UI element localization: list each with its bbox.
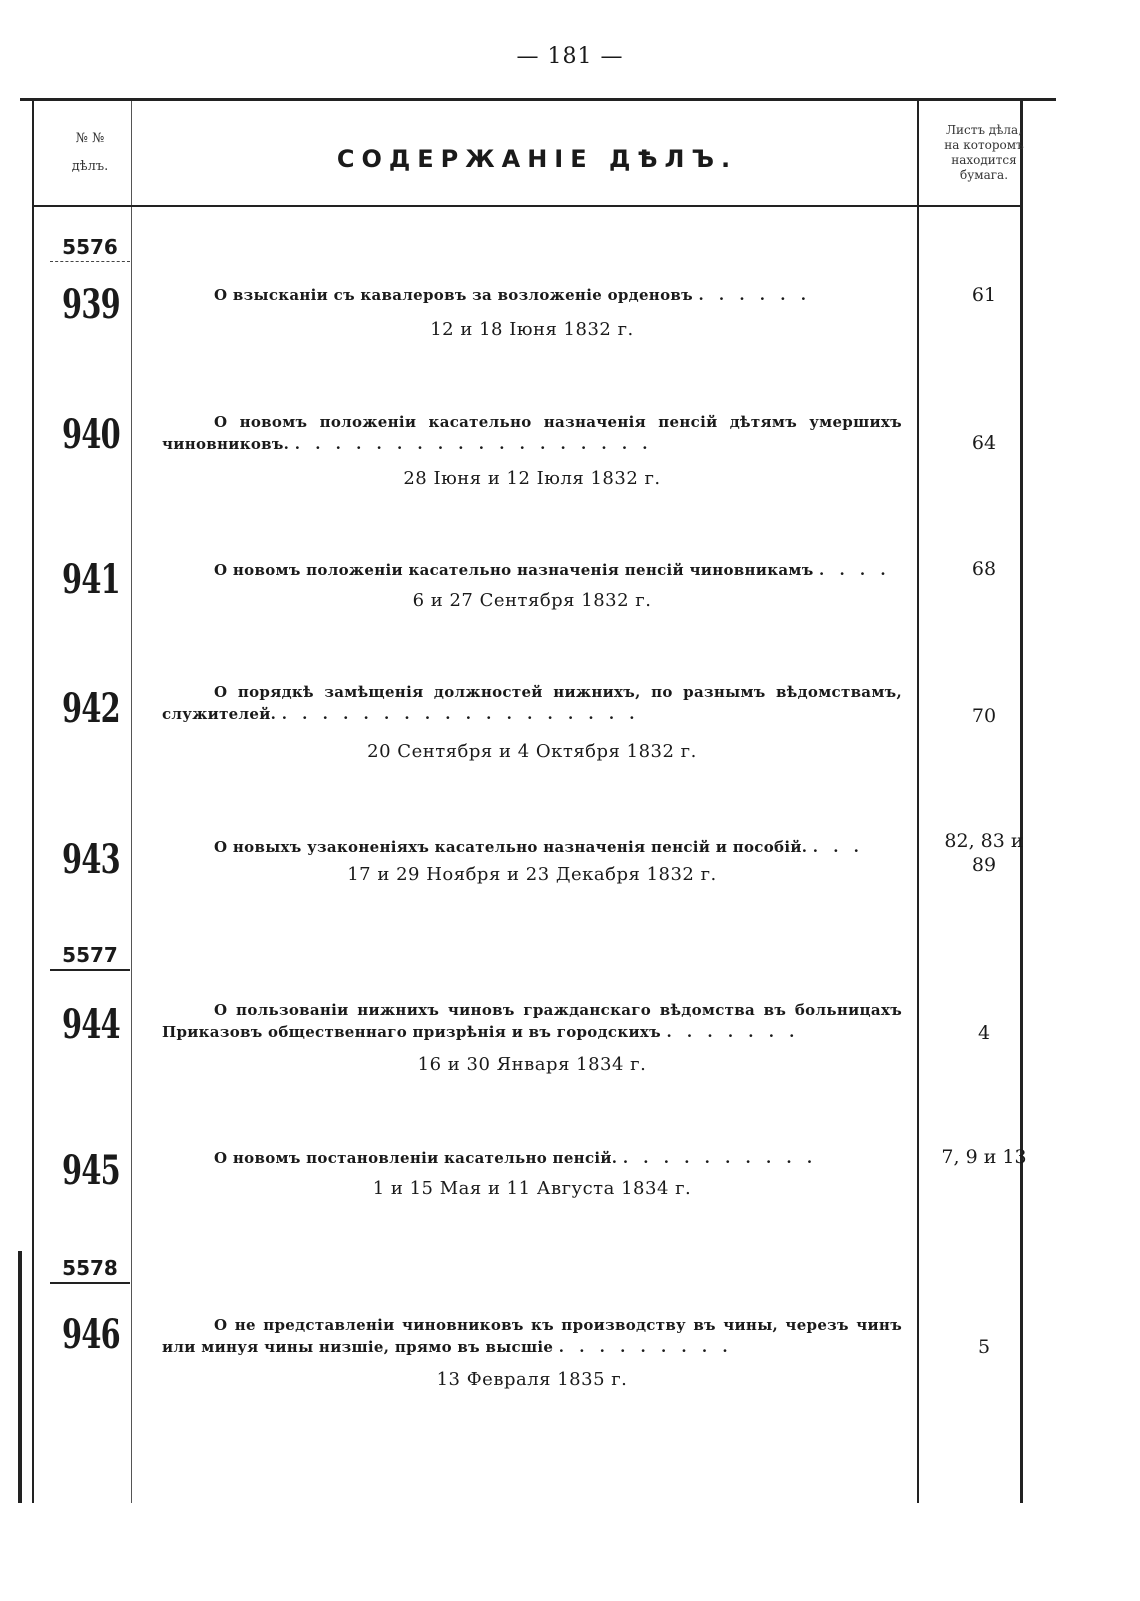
case-number: 946 — [62, 1311, 120, 1358]
header-title: СОДЕРЖАНІЕ ДѢЛЪ. — [336, 145, 738, 173]
case-text: О новомъ постановленіи касательно пенсій. — [214, 1149, 618, 1167]
leader-dots: . . . . . . — [698, 286, 811, 304]
case-description — [162, 284, 902, 306]
leader-dots: . . . . . . . . . . . . . . . . . . — [281, 705, 640, 723]
header-sheet-line: на которомъ — [944, 138, 1024, 152]
case-text: О не представленіи чиновниковъ къ производству въ чины, черезъ чинъ или минуя чины низшіе, прямо въ высшіе — [162, 1316, 902, 1356]
case-number: 944 — [62, 1001, 120, 1048]
left-rule-thin — [32, 101, 34, 1503]
case-sheet: 61 — [971, 284, 997, 306]
case-sheet: 64 — [971, 432, 997, 454]
file-box-number: 5578 — [50, 1256, 130, 1284]
case-description — [162, 559, 902, 581]
case-text: О порядкѣ замѣщенія должностей нижнихъ, по разнымъ вѣдомствамъ, служителей. — [162, 683, 902, 723]
header-number-column — [34, 125, 146, 181]
case-sheet: 68 — [971, 558, 997, 580]
leader-dots: . . . . — [819, 561, 891, 579]
page-number: — 181 — — [516, 44, 624, 69]
case-number: 942 — [62, 685, 120, 732]
header-sheet-line: бумага. — [959, 168, 1009, 182]
case-text: О новомъ положеніи касательно назначенія пенсій чиновникамъ — [214, 561, 814, 579]
case-sheet: 7, 9 и 13 — [941, 1146, 1027, 1168]
case-number: 943 — [62, 836, 120, 883]
case-number: 945 — [62, 1147, 120, 1194]
number-column-rule — [131, 101, 132, 1503]
case-sheet: 4 — [977, 1022, 991, 1044]
case-number: 941 — [62, 556, 120, 603]
leader-dots: . . . . . . . . . . — [622, 1149, 818, 1167]
case-date: 13 Февраля 1835 г. — [436, 1369, 628, 1390]
register-table — [20, 98, 1056, 1503]
case-description — [162, 1147, 902, 1169]
right-rule — [1020, 101, 1023, 1503]
case-date: 6 и 27 Сентября 1832 г. — [412, 590, 652, 611]
header-number-label: № № — [75, 131, 105, 146]
leader-dots: . . . . . . . — [666, 1023, 800, 1041]
case-date: 17 и 29 Ноября и 23 Декабря 1832 г. — [347, 864, 717, 885]
file-box-number: 5576 — [50, 235, 130, 262]
case-sheet: 70 — [971, 705, 997, 727]
leader-dots: . . . . . . . . . — [558, 1338, 733, 1356]
case-date: 28 Іюня и 12 Іюля 1832 г. — [403, 468, 661, 489]
case-date: 12 и 18 Іюня 1832 г. — [430, 319, 634, 340]
case-date: 1 и 15 Мая и 11 Августа 1834 г. — [372, 1178, 692, 1199]
case-number: 939 — [62, 281, 120, 328]
case-number: 940 — [62, 411, 120, 458]
case-text: О новомъ положеніи касательно назначенія пенсій дѣтямъ умершихъ чиновниковъ. — [162, 413, 902, 453]
case-text: О пользованіи нижнихъ чиновъ гражданскаго вѣдомства въ больницахъ Приказовъ общественнаго призрѣнія и въ городскихъ — [162, 1001, 902, 1041]
header-sheet-line: Листъ дѣла, — [945, 123, 1023, 137]
case-description — [162, 681, 902, 725]
header-sheet-column — [928, 123, 1040, 183]
case-text: О новыхъ узаконеніяхъ касательно назначенія пенсій и пособій. — [214, 838, 808, 856]
case-date: 20 Сентября и 4 Октября 1832 г. — [367, 741, 697, 762]
sheet-column-rule — [917, 101, 919, 1503]
case-description — [162, 836, 902, 858]
header-number-sublabel: дѣлъ. — [71, 159, 109, 174]
header-bottom-rule — [34, 205, 1023, 207]
leader-dots: . . . . . . . . . . . . . . . . . . — [294, 435, 653, 453]
case-sheet: 5 — [977, 1336, 991, 1358]
case-date: 16 и 30 Января 1834 г. — [417, 1054, 647, 1075]
file-box-number: 5577 — [50, 943, 130, 971]
header-sheet-line: находится — [951, 153, 1017, 167]
case-description — [162, 411, 902, 455]
case-sheet: 82, 83 и 89 — [944, 830, 1024, 876]
case-description — [162, 1314, 902, 1358]
left-rule — [18, 1251, 22, 1503]
case-description — [162, 999, 902, 1043]
case-text: О взысканіи съ кавалеровъ за возложеніе орденовъ — [214, 286, 693, 304]
leader-dots: . . . — [812, 838, 864, 856]
